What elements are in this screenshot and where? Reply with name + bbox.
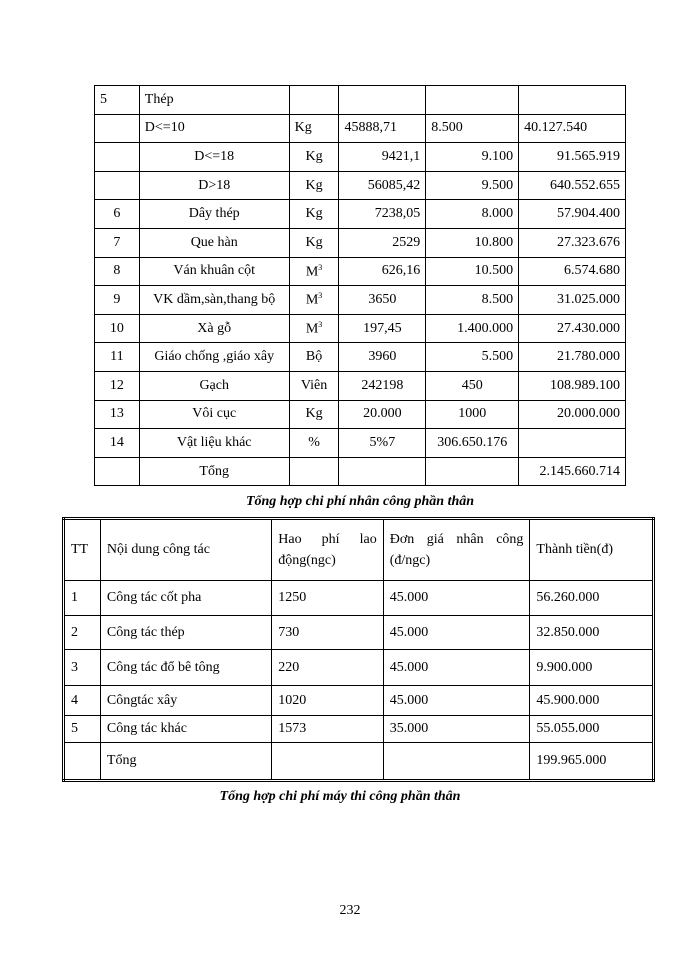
price-cell: 9.500 <box>426 171 519 200</box>
unit-text: M <box>305 292 319 308</box>
table-row <box>95 286 626 315</box>
total-cell: 2.145.660.714 <box>519 457 626 486</box>
price-cell: 10.800 <box>426 228 519 257</box>
tt-cell <box>95 143 140 172</box>
unit-sup: 3 <box>318 291 323 301</box>
unit-sup: 3 <box>318 319 323 329</box>
header-content: Nội dung công tác <box>100 519 271 581</box>
unit-cell: Kg <box>289 114 339 143</box>
table-header-row <box>64 519 654 581</box>
table-row <box>95 429 626 458</box>
table-row <box>95 343 626 372</box>
item-cell: Ván khuân cột <box>139 257 289 286</box>
labor-cell: 1573 <box>272 716 383 743</box>
unit-sup: 3 <box>318 262 323 272</box>
table-row <box>95 171 626 200</box>
unit-cell: Kg <box>289 171 339 200</box>
unit-cell: % <box>289 429 339 458</box>
total-cell: 40.127.540 <box>519 114 626 143</box>
content-cell: Tổng <box>100 743 271 781</box>
unit-cell: Kg <box>289 400 339 429</box>
item-cell: D<=10 <box>139 114 289 143</box>
content-cell: Côngtác xây <box>100 686 271 716</box>
total-cell: 108.989.100 <box>519 371 626 400</box>
total-cell: 6.574.680 <box>519 257 626 286</box>
tt-cell: 3 <box>64 650 101 686</box>
price-cell: 8.500 <box>426 286 519 315</box>
item-cell: VK dầm,sàn,thang bộ <box>139 286 289 315</box>
unit-cell <box>289 286 339 315</box>
tt-cell <box>95 171 140 200</box>
tt-cell: 5 <box>95 86 140 115</box>
tt-cell: 7 <box>95 228 140 257</box>
total-cell: 27.430.000 <box>519 314 626 343</box>
qty-cell: 242198 <box>339 371 426 400</box>
total-cell: 55.055.000 <box>530 716 654 743</box>
labor-cell: 730 <box>272 616 383 650</box>
tt-cell <box>64 743 101 781</box>
item-cell: Tổng <box>139 457 289 486</box>
total-cell: 27.323.676 <box>519 228 626 257</box>
table-row <box>95 228 626 257</box>
qty-cell: 45888,71 <box>339 114 426 143</box>
qty-cell: 7238,05 <box>339 200 426 229</box>
content-cell: Công tác đổ bê tông <box>100 650 271 686</box>
unit-cell <box>289 257 339 286</box>
total-cell: 91.565.919 <box>519 143 626 172</box>
qty-cell: 20.000 <box>339 400 426 429</box>
total-cell: 57.904.400 <box>519 200 626 229</box>
item-cell: Xà gỗ <box>139 314 289 343</box>
tt-cell: 6 <box>95 200 140 229</box>
qty-cell: 9421,1 <box>339 143 426 172</box>
unit-text: M <box>305 321 319 337</box>
tt-cell <box>95 114 140 143</box>
table-row <box>95 257 626 286</box>
table-row <box>95 200 626 229</box>
item-cell: Thép <box>139 86 289 115</box>
total-cell: 20.000.000 <box>519 400 626 429</box>
qty-cell: 3960 <box>339 343 426 372</box>
price-cell: 1000 <box>426 400 519 429</box>
table-row <box>64 686 654 716</box>
unit-cell <box>289 314 339 343</box>
price-cell: 45.000 <box>383 686 530 716</box>
labor-cost-table <box>62 517 655 782</box>
price-cell: 5.500 <box>426 343 519 372</box>
unit-cell <box>289 457 339 486</box>
table-row <box>64 581 654 616</box>
table-row <box>64 716 654 743</box>
item-cell: Giáo chống ,giáo xây <box>139 343 289 372</box>
price-cell <box>426 86 519 115</box>
caption-labor-cost: Tổng hợp chi phí nhân công phần thân <box>245 494 475 509</box>
header-price <box>383 519 530 581</box>
labor-cell <box>272 743 383 781</box>
price-cell: 9.100 <box>426 143 519 172</box>
table-row <box>95 457 626 486</box>
item-cell: Gạch <box>139 371 289 400</box>
labor-cell: 1020 <box>272 686 383 716</box>
total-cell: 45.900.000 <box>530 686 654 716</box>
price-cell <box>426 457 519 486</box>
unit-cell: Kg <box>289 228 339 257</box>
tt-cell: 9 <box>95 286 140 315</box>
tt-cell: 4 <box>64 686 101 716</box>
header-labor-line1: Hao phí lao <box>278 532 377 547</box>
item-cell: Vôi cục <box>139 400 289 429</box>
table-row <box>64 616 654 650</box>
total-cell: 21.780.000 <box>519 343 626 372</box>
total-cell: 640.552.655 <box>519 171 626 200</box>
item-cell: Dây thép <box>139 200 289 229</box>
qty-cell: 56085,42 <box>339 171 426 200</box>
content-cell: Công tác cốt pha <box>100 581 271 616</box>
table-row <box>64 650 654 686</box>
price-cell <box>383 743 530 781</box>
header-price-line2: (đ/ngc) <box>389 553 431 568</box>
header-tt: TT <box>64 519 101 581</box>
item-cell: D<=18 <box>139 143 289 172</box>
table-row <box>95 371 626 400</box>
content-cell: Công tác khác <box>100 716 271 743</box>
unit-cell: Kg <box>289 200 339 229</box>
total-cell <box>519 429 626 458</box>
price-cell: 8.500 <box>426 114 519 143</box>
unit-text: M <box>305 264 319 280</box>
labor-cell: 220 <box>272 650 383 686</box>
tt-cell: 8 <box>95 257 140 286</box>
price-cell: 35.000 <box>383 716 530 743</box>
unit-cell: Bộ <box>289 343 339 372</box>
qty-cell: 2529 <box>339 228 426 257</box>
header-labor <box>272 519 383 581</box>
unit-cell: Kg <box>289 143 339 172</box>
qty-cell: 3650 <box>339 286 426 315</box>
table-row <box>95 314 626 343</box>
price-cell: 450 <box>426 371 519 400</box>
total-cell: 31.025.000 <box>519 286 626 315</box>
price-cell: 10.500 <box>426 257 519 286</box>
price-cell: 45.000 <box>383 581 530 616</box>
page-number: 232 <box>339 903 361 918</box>
content-cell: Công tác thép <box>100 616 271 650</box>
tt-cell: 10 <box>95 314 140 343</box>
price-cell: 8.000 <box>426 200 519 229</box>
price-cell: 1.400.000 <box>426 314 519 343</box>
tt-cell: 2 <box>64 616 101 650</box>
total-cell: 56.260.000 <box>530 581 654 616</box>
table-row <box>95 400 626 429</box>
caption-machine-cost: Tổng hợp chi phí máy thi công phần thân <box>219 789 461 804</box>
table-row <box>95 143 626 172</box>
price-cell: 45.000 <box>383 616 530 650</box>
header-price-line1: Đơn giá nhân công <box>389 532 524 547</box>
qty-cell <box>339 457 426 486</box>
price-cell: 306.650.176 <box>426 429 519 458</box>
tt-cell <box>95 457 140 486</box>
header-labor-line2: động(ngc) <box>278 553 336 568</box>
labor-cell: 1250 <box>272 581 383 616</box>
qty-cell: 197,45 <box>339 314 426 343</box>
tt-cell: 14 <box>95 429 140 458</box>
material-cost-table <box>94 85 626 486</box>
tt-cell: 12 <box>95 371 140 400</box>
tt-cell: 11 <box>95 343 140 372</box>
item-cell: Vật liệu khác <box>139 429 289 458</box>
item-cell: Que hàn <box>139 228 289 257</box>
unit-cell <box>289 86 339 115</box>
tt-cell: 1 <box>64 581 101 616</box>
qty-cell <box>339 86 426 115</box>
unit-cell: Viên <box>289 371 339 400</box>
total-cell: 199.965.000 <box>530 743 654 781</box>
table-row <box>95 86 626 115</box>
qty-cell: 626,16 <box>339 257 426 286</box>
table-row <box>95 114 626 143</box>
qty-cell: 5%7 <box>339 429 426 458</box>
total-cell: 32.850.000 <box>530 616 654 650</box>
total-cell <box>519 86 626 115</box>
table-total-row <box>64 743 654 781</box>
tt-cell: 5 <box>64 716 101 743</box>
price-cell: 45.000 <box>383 650 530 686</box>
total-cell: 9.900.000 <box>530 650 654 686</box>
tt-cell: 13 <box>95 400 140 429</box>
header-total: Thành tiền(đ) <box>530 519 654 581</box>
item-cell: D>18 <box>139 171 289 200</box>
